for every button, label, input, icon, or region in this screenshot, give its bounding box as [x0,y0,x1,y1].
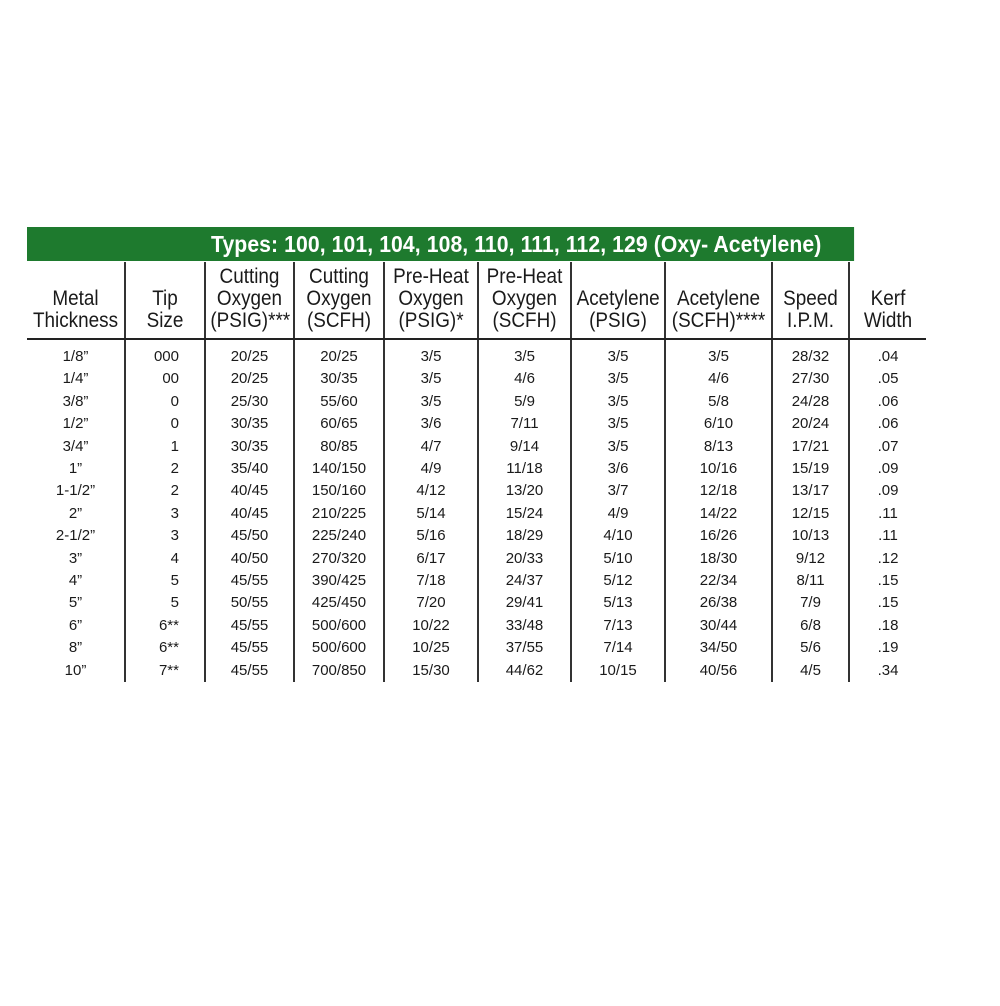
table-cell: 16/26 [665,525,772,547]
table-cell: 11/18 [478,458,571,480]
table-cell: 3/5 [571,391,665,413]
column-header [849,262,926,339]
table-cell: 3/5 [665,339,772,368]
column-header-line: Cutting [219,265,280,288]
column-header [205,262,294,339]
column-header-line: Width [863,309,913,332]
table-cell: 5/9 [478,391,571,413]
table-row [27,413,926,435]
table-cell: 18/30 [665,548,772,570]
table-cell: .09 [849,458,926,480]
column-header-line: I.P.M. [787,309,834,332]
table-cell: 7/14 [571,637,665,659]
table-row [27,525,926,547]
table-cell: 7/9 [772,592,849,614]
table-cell: 2 [125,480,205,502]
table-cell: 45/55 [205,660,294,682]
table-cell: 8/13 [665,436,772,458]
table-cell: 3 [125,503,205,525]
table-cell: 225/240 [294,525,384,547]
table-cell: 13/20 [478,480,571,502]
table-cell: 15/19 [772,458,849,480]
table-cell: 3” [68,549,83,567]
table-cell: 9/12 [772,548,849,570]
table-cell: 12/15 [772,503,849,525]
table-row [27,436,926,458]
table-cell: 30/44 [665,615,772,637]
table-cell: 40/45 [205,480,294,502]
table-cell: 4/9 [571,503,665,525]
table-cell: 5/13 [571,592,665,614]
table-cell: 210/225 [294,503,384,525]
table-cell: 8” [68,639,83,657]
table-cell: 5/12 [571,570,665,592]
table-cell: 4/6 [478,368,571,390]
table-cell: 3/6 [384,413,478,435]
table-cell: 50/55 [205,592,294,614]
table-cell: 6” [68,616,83,634]
column-header-line: Kerf [870,287,906,310]
table-cell: 40/56 [665,660,772,682]
table-cell: 7** [125,660,205,682]
column-header-line: (PSIG) [589,309,647,332]
table-cell: 3/5 [384,391,478,413]
table-cell: 18/29 [478,525,571,547]
table-cell: .07 [849,436,926,458]
table-cell: 700/850 [294,660,384,682]
table-cell: 140/150 [294,458,384,480]
table-cell: 3/6 [571,458,665,480]
column-header-line: Pre-Heat [393,265,469,288]
table-cell: 15/30 [384,660,478,682]
table-cell: 5 [125,592,205,614]
table-cell: 3/7 [571,480,665,502]
table-cell: 7/18 [384,570,478,592]
table-cell: 6** [125,637,205,659]
table-cell: 1/4” [62,370,89,388]
table-row [27,458,926,480]
table-cell: 35/40 [205,458,294,480]
table-cell: 4 [125,548,205,570]
table-row [27,570,926,592]
table-cell: 3/8” [62,392,89,410]
table-cell: 6/10 [665,413,772,435]
table-row [27,592,926,614]
table-cell: 12/18 [665,480,772,502]
table-cell: 4/5 [772,660,849,682]
table-cell: 1/8” [62,348,89,365]
column-header-line: Tip [152,287,178,310]
table-cell: 7/20 [384,592,478,614]
table-cell: 40/45 [205,503,294,525]
table-cell: 34/50 [665,637,772,659]
table-cell: 20/25 [205,339,294,368]
table-cell: 00 [125,368,205,390]
table-cell: .34 [849,660,926,682]
table-cell: 3 [125,525,205,547]
table-cell: 24/37 [478,570,571,592]
table-cell: 20/25 [294,339,384,368]
table-cell: 3/5 [571,413,665,435]
header-row [27,262,926,339]
column-header-line: Oxygen [306,287,372,310]
table-cell: 28/32 [772,339,849,368]
column-header-line: Acetylene [576,287,660,310]
table-cell: .09 [849,480,926,502]
table-cell: 44/62 [478,660,571,682]
table-cell: 4/12 [384,480,478,502]
table-cell: 80/85 [294,436,384,458]
column-header-line: Oxygen [398,287,464,310]
table-row [27,548,926,570]
table-cell: 3/4” [62,437,89,455]
table-cell: 20/24 [772,413,849,435]
column-header-line: Acetylene [676,287,760,310]
table-row [27,368,926,390]
table-cell: 3/5 [571,339,665,368]
table-cell: 5/10 [571,548,665,570]
table-cell: .11 [849,525,926,547]
table-cell: .06 [849,413,926,435]
table-cell: 5 [125,570,205,592]
cutting-chart [27,227,926,682]
table-cell: 13/17 [772,480,849,502]
table-cell: 1 [125,436,205,458]
table-cell: 45/50 [205,525,294,547]
table-cell: 4/10 [571,525,665,547]
table-cell: 4/7 [384,436,478,458]
table-cell: 2-1/2” [55,527,96,545]
table-cell: 6/8 [772,615,849,637]
cutting-data-table [27,262,926,682]
table-cell: 10/13 [772,525,849,547]
column-header-line: Thickness [32,309,119,332]
table-cell: 17/21 [772,436,849,458]
table-cell: 15/24 [478,503,571,525]
table-cell: .11 [849,503,926,525]
table-cell: 29/41 [478,592,571,614]
table-row [27,660,926,682]
table-cell: 45/55 [205,615,294,637]
table-cell: 3/5 [478,339,571,368]
table-cell: 0 [125,391,205,413]
column-header [665,262,772,339]
table-cell: 5/6 [772,637,849,659]
column-header [571,262,665,339]
table-cell: .04 [849,339,926,368]
table-cell: 4” [68,572,83,590]
table-cell: 22/34 [665,570,772,592]
table-row [27,637,926,659]
table-cell: 270/320 [294,548,384,570]
table-cell: 5” [68,594,83,612]
table-cell: 30/35 [205,436,294,458]
table-cell: .15 [849,570,926,592]
column-header-line: (PSIG)* [398,309,464,332]
table-cell: 25/30 [205,391,294,413]
table-cell: 30/35 [205,413,294,435]
table-row [27,391,926,413]
table-cell: 14/22 [665,503,772,525]
table-cell: 40/50 [205,548,294,570]
table-cell: .06 [849,391,926,413]
column-header-line: Pre-Heat [486,265,563,288]
table-row [27,503,926,525]
table-cell: 60/65 [294,413,384,435]
column-header-line: Size [146,309,184,332]
table-cell: 0 [125,413,205,435]
table-cell: .15 [849,592,926,614]
table-cell: 37/55 [478,637,571,659]
table-row [27,480,926,502]
table-cell: .18 [849,615,926,637]
table-row [27,339,926,368]
table-cell: 24/28 [772,391,849,413]
column-header-line: (SCFH)**** [671,309,766,332]
table-cell: 425/450 [294,592,384,614]
column-header [772,262,849,339]
table-cell: .12 [849,548,926,570]
table-cell: 10” [64,661,87,679]
table-cell: 10/15 [571,660,665,682]
table-cell: 5/14 [384,503,478,525]
column-header-line: Oxygen [216,287,283,310]
table-cell: 20/25 [205,368,294,390]
table-cell: 7/13 [571,615,665,637]
table-cell: 4/9 [384,458,478,480]
table-cell: 27/30 [772,368,849,390]
column-header-line: Metal [52,287,99,310]
table-cell: 1” [68,460,83,478]
column-header-line: (SCFH) [492,309,557,332]
table-cell: 500/600 [294,615,384,637]
table-row [27,615,926,637]
table-cell: 2” [68,504,83,522]
table-cell: 45/55 [205,570,294,592]
column-header [294,262,384,339]
table-cell: 000 [125,339,205,368]
table-cell: 500/600 [294,637,384,659]
table-cell: 55/60 [294,391,384,413]
table-body [27,339,926,682]
table-title: Types: 100, 101, 104, 108, 110, 111, 112, 129 (Oxy- Acetylene) [27,227,854,261]
table-cell: 8/11 [772,570,849,592]
table-cell: .05 [849,368,926,390]
table-cell: .19 [849,637,926,659]
table-cell: 10/25 [384,637,478,659]
table-cell: 5/8 [665,391,772,413]
table-cell: 33/48 [478,615,571,637]
column-header [384,262,478,339]
column-header-line: Speed [783,287,838,310]
table-cell: 3/5 [571,368,665,390]
table-cell: 1-1/2” [55,482,96,500]
table-cell: 45/55 [205,637,294,659]
table-cell: 3/5 [571,436,665,458]
table-cell: 20/33 [478,548,571,570]
table-cell: 5/16 [384,525,478,547]
table-cell: 150/160 [294,480,384,502]
column-header [125,262,205,339]
column-header-line: (PSIG)*** [210,309,291,332]
column-header [27,262,125,339]
table-cell: 10/16 [665,458,772,480]
column-header-line: Oxygen [491,287,558,310]
table-cell: 3/5 [384,368,478,390]
column-header [478,262,571,339]
table-cell: 7/11 [478,413,571,435]
table-cell: 26/38 [665,592,772,614]
table-cell: 2 [125,458,205,480]
column-header-line: Cutting [309,265,369,288]
table-cell: 30/35 [294,368,384,390]
table-cell: 6** [125,615,205,637]
table-cell: 6/17 [384,548,478,570]
table-cell: 9/14 [478,436,571,458]
table-cell: 10/22 [384,615,478,637]
column-header-line: (SCFH) [306,309,372,332]
table-cell: 1/2” [62,415,89,433]
table-cell: 390/425 [294,570,384,592]
table-cell: 3/5 [384,339,478,368]
table-cell: 4/6 [665,368,772,390]
